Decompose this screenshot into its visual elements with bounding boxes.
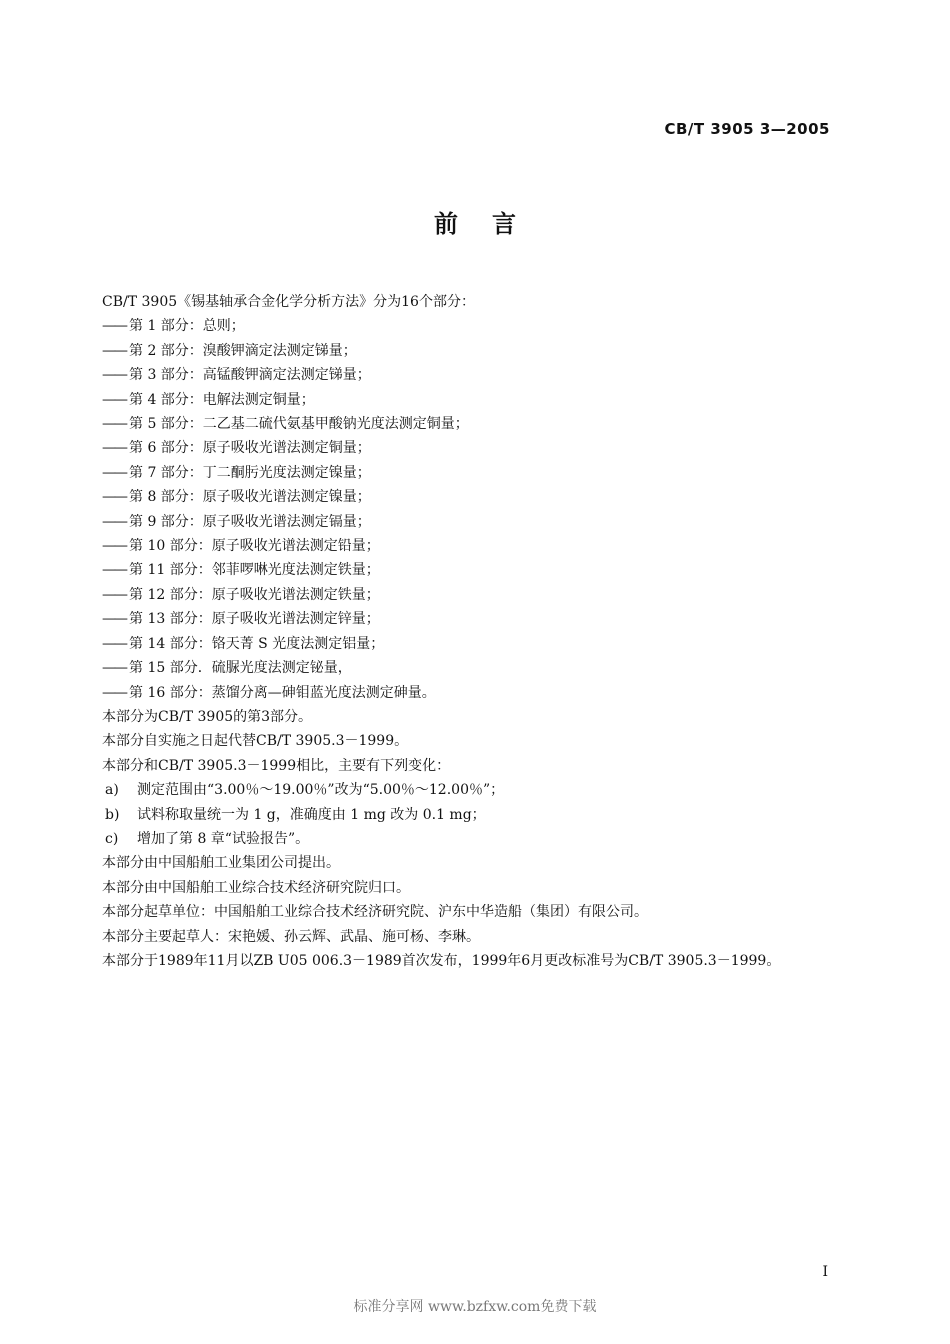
statement-paragraph: 本部分和CB/T 3905.3－1999相比，主要有下列变化：	[102, 757, 451, 774]
em-dash: ——	[102, 367, 126, 384]
list-item	[102, 558, 862, 582]
em-dash: ——	[102, 660, 126, 677]
em-dash: ——	[102, 342, 126, 359]
page-title: 前言	[434, 210, 550, 238]
change-item-label: a)	[105, 782, 119, 799]
parts-list	[102, 314, 862, 705]
intro-paragraph: CB/T 3905《锡基轴承合金化学分析方法》分为16个部分：	[102, 294, 475, 310]
list-item	[102, 314, 862, 338]
list-item-text: 第 2 部分：溴酸钾滴定法测定锑量；	[129, 342, 357, 359]
list-item-text: 第 13 部分：原子吸收光谱法测定锌量；	[129, 611, 380, 628]
list-item-text: 第 16 部分：蒸馏分离—砷钼蓝光度法测定砷量。	[129, 684, 436, 701]
standard-number: CB/T 3905 3—2005	[664, 120, 830, 138]
em-dash: ——	[102, 464, 126, 481]
closing-paragraph: 本部分由中国船舶工业综合技术经济研究院归口。	[102, 879, 410, 896]
closing-paragraph: 本部分由中国船舶工业集团公司提出。	[102, 855, 340, 872]
list-item-text: 第 9 部分：原子吸收光谱法测定镉量；	[129, 513, 371, 530]
list-item	[102, 583, 862, 607]
change-item	[102, 803, 862, 827]
list-item	[102, 534, 862, 558]
list-item	[102, 436, 862, 460]
closing-paragraph: 本部分主要起草人：宋艳媛、孙云辉、武晶、施可杨、李琳。	[102, 928, 480, 945]
change-item	[102, 778, 862, 802]
list-item	[102, 632, 862, 656]
list-item	[102, 485, 862, 509]
list-item-text: 第 11 部分：邻菲啰啉光度法测定铁量；	[129, 562, 380, 579]
em-dash: ——	[102, 586, 126, 603]
change-item	[102, 827, 862, 851]
change-item-text: 测定范围由“3.00％～19.00％”改为“5.00％～12.00％”；	[137, 782, 505, 799]
statement-paragraph: 本部分自实施之日起代替CB/T 3905.3－1999。	[102, 733, 409, 750]
closing-paragraph: 本部分起草单位：中国船舶工业综合技术经济研究院、沪东中华造船（集团）有限公司。	[102, 904, 648, 921]
changes-list	[102, 778, 862, 851]
closing-paragraph: 本部分于1989年11月以ZB U05 006.3－1989首次发布，1999年6月更改标准号为CB/T 3905.3－1999。	[102, 952, 781, 969]
em-dash: ——	[102, 440, 126, 457]
em-dash: ——	[102, 611, 126, 628]
em-dash: ——	[102, 538, 126, 555]
list-item-text: 第 15 部分．硫脲光度法测定铋量，	[129, 660, 352, 677]
list-item-text: 第 6 部分：原子吸收光谱法测定铜量；	[129, 440, 371, 457]
em-dash: ——	[102, 635, 126, 652]
document-body	[102, 290, 862, 973]
list-item	[102, 681, 862, 705]
change-item-label: c)	[105, 830, 119, 847]
list-item	[102, 388, 862, 412]
statement-paragraph: 本部分为CB/T 3905的第3部分。	[102, 708, 313, 725]
em-dash: ——	[102, 513, 126, 530]
list-item-text: 第 10 部分：原子吸收光谱法测定铅量；	[129, 538, 380, 555]
list-item	[102, 607, 862, 631]
list-item-text: 第 12 部分：原子吸收光谱法测定铁量；	[129, 586, 380, 603]
em-dash: ——	[102, 562, 126, 579]
em-dash: ——	[102, 489, 126, 506]
page-number: I	[822, 1264, 828, 1280]
list-item	[102, 461, 862, 485]
list-item	[102, 510, 862, 534]
list-item	[102, 363, 862, 387]
em-dash: ——	[102, 684, 126, 701]
list-item-text: 第 7 部分：丁二酮肟光度法测定镍量；	[129, 464, 371, 481]
change-item-text: 增加了第 8 章“试验报告”。	[137, 830, 310, 847]
list-item-text: 第 14 部分：铬天菁 S 光度法测定铝量；	[129, 635, 385, 652]
em-dash: ——	[102, 416, 126, 433]
list-item	[102, 656, 862, 680]
list-item-text: 第 4 部分：电解法测定铜量；	[129, 391, 315, 408]
list-item-text: 第 1 部分：总则；	[129, 318, 245, 335]
list-item-text: 第 5 部分：二乙基二硫代氨基甲酸钠光度法测定铜量；	[129, 416, 469, 433]
change-item-text: 试料称取量统一为 1 g，准确度由 1 mg 改为 0.1 mg；	[137, 806, 486, 823]
list-item	[102, 339, 862, 363]
list-item-text: 第 3 部分：高锰酸钾滴定法测定锑量；	[129, 367, 371, 384]
em-dash: ——	[102, 318, 126, 335]
list-item-text: 第 8 部分：原子吸收光谱法测定镍量；	[129, 489, 371, 506]
change-item-label: b)	[105, 806, 120, 823]
footer-watermark[interactable]: 标准分享网 www.bzfxw.com免费下载	[353, 1299, 597, 1315]
em-dash: ——	[102, 391, 126, 408]
list-item	[102, 412, 862, 436]
